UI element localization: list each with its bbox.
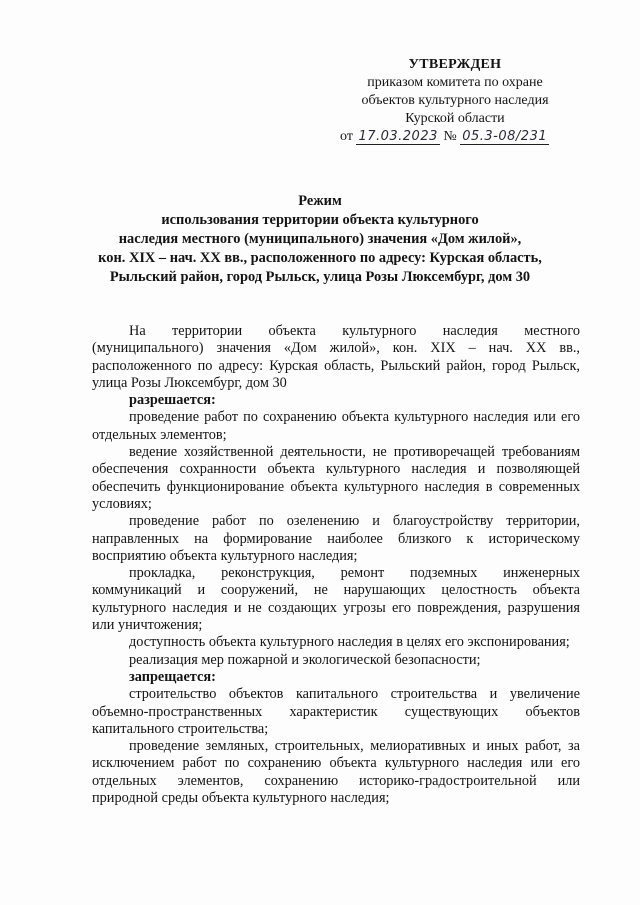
- forbidden-item: строительство объектов капитального строительства и увеличение объемно-пространственных характеристик существующих объектов капитального строительства;: [92, 686, 580, 737]
- title-line-2: использования территории объекта культурного: [161, 212, 479, 228]
- approval-title: УТВЕРЖДЕН: [408, 57, 502, 72]
- approval-line-1: приказом комитета по охране: [367, 75, 543, 90]
- approval-line-3: Курской области: [405, 111, 505, 126]
- allowed-item: реализация мер пожарной и экологической безопасности;: [129, 651, 481, 668]
- title-line-5: Рыльский район, город Рыльск, улица Розы Люксембург, дом 30: [109, 269, 531, 285]
- approval-stamp-block: [340, 56, 570, 146]
- forbidden-heading: запрещается:: [129, 668, 216, 685]
- document-title: [90, 192, 550, 287]
- date-prefix: от: [340, 129, 353, 144]
- allowed-item: проведение работ по сохранению объекта культурного наследия или его отдельных элементов;: [92, 409, 580, 443]
- number-prefix: №: [443, 129, 457, 144]
- allowed-item: доступность объекта культурного наследия в целях его экспонирования;: [129, 634, 570, 651]
- handwritten-number: 05.3-08/231: [462, 129, 548, 144]
- allowed-heading: разрешается:: [129, 392, 216, 409]
- title-line-3: наследия местного (муниципального) значения «Дом жилой»,: [118, 231, 522, 247]
- forbidden-item: проведение земляных, строительных, мелиоративных и иных работ, за исключением работ по сохранению объекта культурного наследия или его отдельных элементов, сохранению историко-градостроительной или природной среды объекта культурного наследия;: [92, 738, 580, 807]
- intro-paragraph: На территории объекта культурного наследия местного (муниципального) значения «Дом жилой», кон. XIX – нач. XX вв., расположенного по адресу: Курская область, Рыльский район, город Рыльск, улица Розы Люксембург, дом 30: [92, 323, 580, 391]
- document-body: [92, 323, 580, 807]
- allowed-item: прокладка, реконструкция, ремонт подземных инженерных коммуникаций и сооружений, не нарушающих целостность объекта культурного наследия и не создающих угрозы его повреждения, разрушения или уничтожения;: [92, 565, 580, 634]
- allowed-item: ведение хозяйственной деятельности, не противоречащей требованиям обеспечения сохранности объекта культурного наследия и позволяющей обеспечить функционирование объекта культурного наследия в современных условиях;: [92, 444, 580, 512]
- approval-date-number-line: [340, 128, 570, 146]
- title-line-4: кон. XIX – нач. XX вв., расположенного по адресу: Курская область,: [98, 250, 542, 266]
- title-line-1: Режим: [298, 193, 342, 209]
- handwritten-date: 17.03.2023: [358, 129, 438, 144]
- approval-line-2: объектов культурного наследия: [361, 93, 549, 108]
- allowed-item: проведение работ по озеленению и благоустройству территории, направленных на формирование наиболее близкого к историческому восприятию объекта культурного наследия;: [92, 513, 580, 564]
